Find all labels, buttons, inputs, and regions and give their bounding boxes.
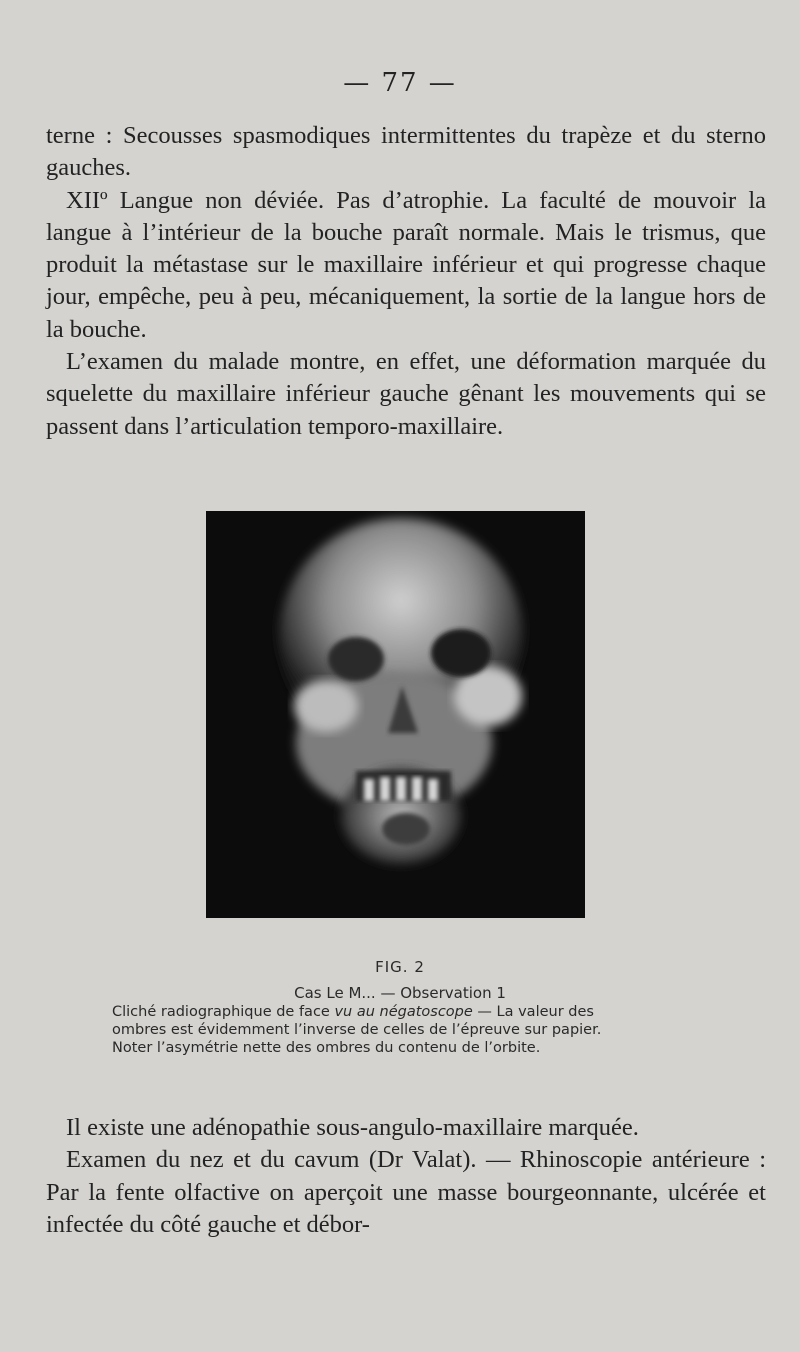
desc-text-italic: vu au négatoscope — [334, 1004, 473, 1020]
skull-radiograph-image — [206, 511, 585, 918]
paragraph-nerve-xi: terne : Secousses spasmodiques intermittentes du trapèze et du sterno gauches. — [46, 122, 766, 182]
desc-text-after: — La valeur des — [472, 1004, 594, 1020]
figure-description-line-3: Noter l’asymétrie nette des ombres du contenu de l’orbite. — [112, 1040, 541, 1056]
paragraph-nerve-xii: XIIº Langue non déviée. Pas d’atrophie. La faculté de mouvoir la langue à l’intérieur de la bouche paraît normale. Mais le trismus, que produit la métastase sur le maxillaire inférieur et qui progresse chaque jour, empêche, peu à peu, mécaniquement, la sortie de la langue hors de la bouche. — [46, 186, 766, 343]
page-number: — 77 — — [343, 68, 457, 98]
desc-text-before: Cliché radiographique de face — [112, 1004, 335, 1020]
paragraph-nose-examination: Examen du nez et du cavum (Dr Valat). — Rhinoscopie antérieure : Par la fente olfactive on aperçoit une masse bourgeonnante, ulcérée et infectée du côté gauche et débor- — [46, 1146, 766, 1238]
figure-description — [112, 1003, 692, 1057]
paragraph-adenopathy: Il existe une adénopathie sous-angulo-maxillaire marquée. — [66, 1114, 639, 1141]
top-text-block — [46, 120, 766, 443]
radiograph-figure — [206, 511, 585, 918]
figure-description-line-2: ombres est évidemment l’inverse de celles de l’épreuve sur papier. — [112, 1022, 602, 1038]
bottom-text-block — [46, 1112, 766, 1241]
figure-description-line-1 — [112, 1003, 692, 1021]
figure-subtitle: Cas Le M... — Observation 1 — [294, 984, 506, 1002]
figure-label: FIG. 2 — [375, 958, 425, 976]
paragraph-examination: L’examen du malade montre, en effet, une déformation marquée du squelette du maxillaire inférieur gauche gênant les mouvements qui se passent dans l’articulation temporo-maxillaire. — [46, 348, 766, 440]
